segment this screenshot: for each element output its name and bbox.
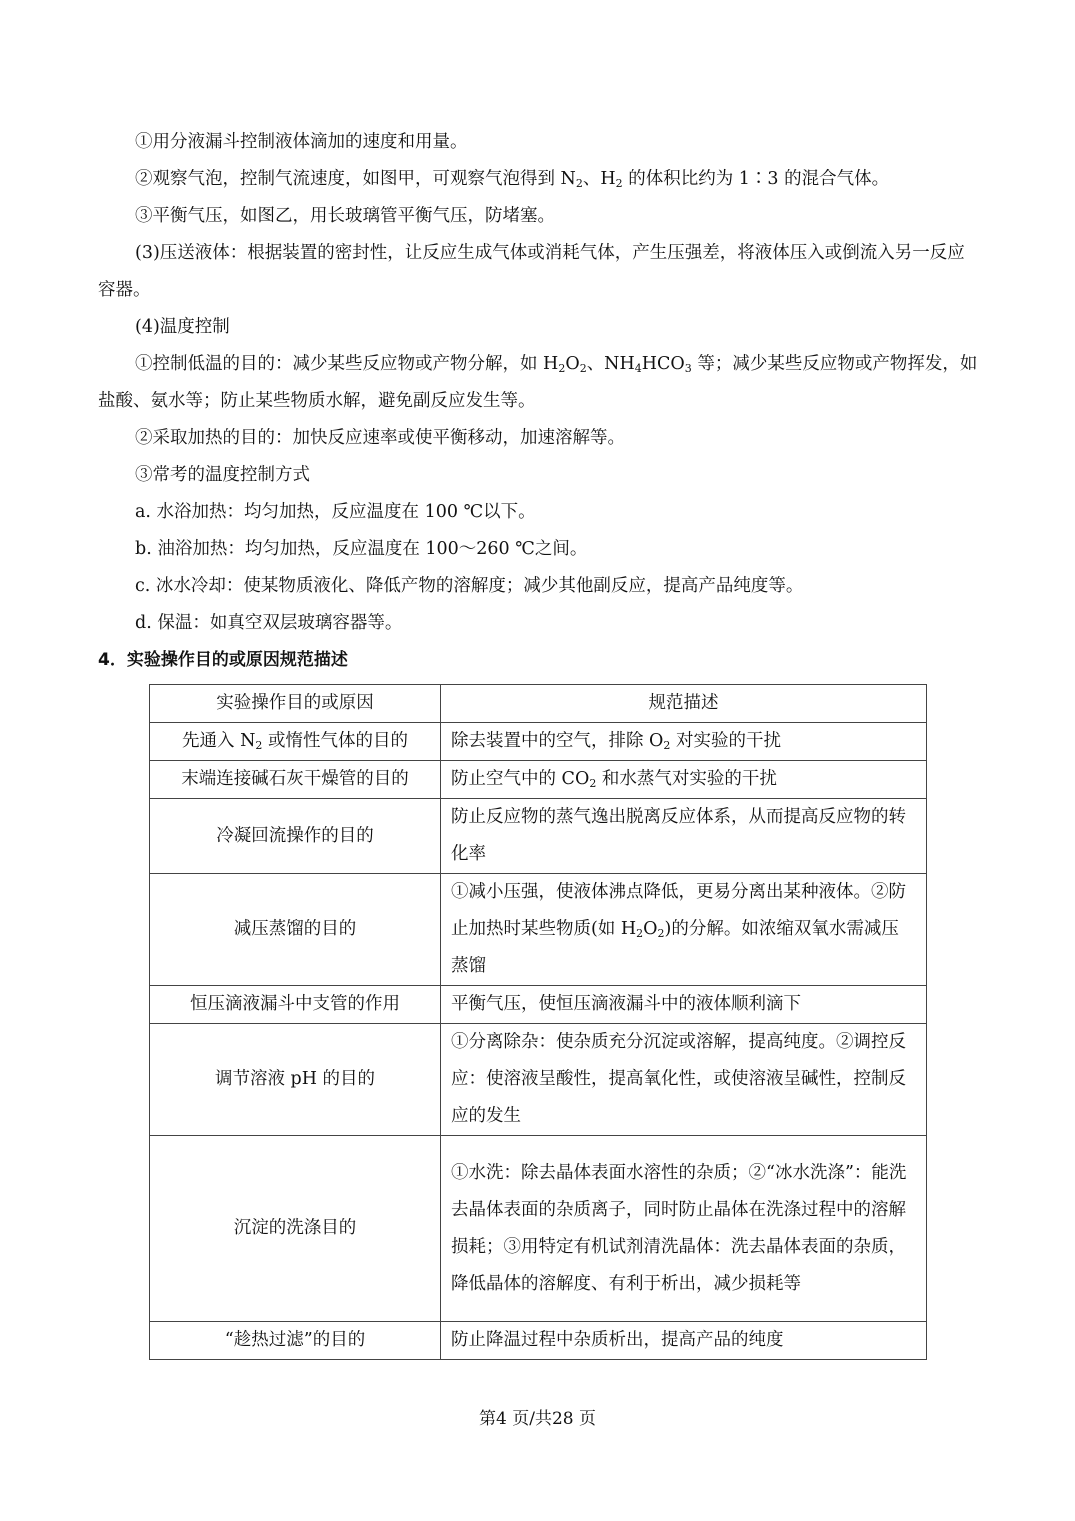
paragraph: ②采取加热的目的：加快反应速率或使平衡移动，加速溶解等。 xyxy=(135,428,625,448)
table-cell: 先通入 $N_2$ 或惰性气体的目的 xyxy=(150,723,441,761)
list-item: a. 水浴加热：均匀加热，反应温度在 100 ℃以下。 xyxy=(135,502,536,522)
table-row xyxy=(150,986,927,1024)
document-body xyxy=(98,124,982,679)
table-header-cell: 规范描述 xyxy=(441,685,927,723)
paragraph: ②观察气泡，控制气流速度，如图甲，可观察气泡得到 $N_2$、$H_2$ 的体积比约为 1∶3 的混合气体。 xyxy=(135,169,890,190)
table-cell: 减压蒸馏的目的 xyxy=(150,874,441,986)
paragraph: ①控制低温的目的：减少某些反应物或产物分解，如 $H_2O_2$、$NH_4HCO_3$ 等；减少某些反应物或产物挥发，如盐酸、氨水等；防止某些物质水解，避免副反应发生等。 xyxy=(98,354,978,411)
paragraph: ③常考的温度控制方式 xyxy=(135,465,310,485)
table-cell: 冷凝回流操作的目的 xyxy=(150,799,441,874)
table-cell: ①分离除杂：使杂质充分沉淀或溶解，提高纯度。②调控反应：使溶液呈酸性，提高氧化性，或使溶液呈碱性，控制反应的发生 xyxy=(441,1024,927,1136)
table-cell: 调节溶液 pH 的目的 xyxy=(150,1024,441,1136)
table-cell: 平衡气压，使恒压滴液漏斗中的液体顺利滴下 xyxy=(441,986,927,1024)
table-row xyxy=(150,1024,927,1136)
page-number: 第4 页/共28 页 xyxy=(479,1409,596,1429)
table-header-row xyxy=(150,685,927,723)
table-row xyxy=(150,723,927,761)
table-cell: 防止空气中的 $CO_2$ 和水蒸气对实验的干扰 xyxy=(441,761,927,799)
table-row xyxy=(150,874,927,986)
paragraph: (4)温度控制 xyxy=(135,317,230,337)
table-cell: “趁热过滤”的目的 xyxy=(150,1322,441,1360)
list-item: b. 油浴加热：均匀加热，反应温度在 100～260 ℃之间。 xyxy=(135,539,588,559)
section-heading: 4．实验操作目的或原因规范描述 xyxy=(98,650,348,670)
purpose-table xyxy=(149,684,927,1360)
table-row xyxy=(150,1136,927,1322)
table-cell: ①水洗：除去晶体表面水溶性的杂质；②“冰水洗涤”：能洗去晶体表面的杂质离子，同时防止晶体在洗涤过程中的溶解损耗；③用特定有机试剂清洗晶体：洗去晶体表面的杂质，降低晶体的溶解度、有利于析出，减少损耗等 xyxy=(441,1136,927,1322)
table-cell: 恒压滴液漏斗中支管的作用 xyxy=(150,986,441,1024)
table-cell: 沉淀的洗涤目的 xyxy=(150,1136,441,1322)
table-cell: ①减小压强，使液体沸点降低，更易分离出某种液体。②防止加热时某些物质(如 $H_2O_2$)的分解。如浓缩双氧水需减压蒸馏 xyxy=(441,874,927,986)
paragraph: ③平衡气压，如图乙，用长玻璃管平衡气压，防堵塞。 xyxy=(135,206,555,226)
table-cell: 防止反应物的蒸气逸出脱离反应体系，从而提高反应物的转化率 xyxy=(441,799,927,874)
list-item: c. 冰水冷却：使某物质液化、降低产物的溶解度；减少其他副反应，提高产品纯度等。 xyxy=(135,576,804,596)
paragraph: ①用分液漏斗控制液体滴加的速度和用量。 xyxy=(135,132,468,152)
table-row xyxy=(150,761,927,799)
table-cell: 末端连接碱石灰干燥管的目的 xyxy=(150,761,441,799)
paragraph: (3)压送液体：根据装置的密封性，让反应生成气体或消耗气体，产生压强差，将液体压入或倒流入另一反应容器。 xyxy=(98,243,965,300)
table-cell: 除去装置中的空气，排除 $O_2$ 对实验的干扰 xyxy=(441,723,927,761)
list-item: d. 保温：如真空双层玻璃容器等。 xyxy=(135,613,403,633)
table-header-cell: 实验操作目的或原因 xyxy=(150,685,441,723)
table-cell: 防止降温过程中杂质析出，提高产品的纯度 xyxy=(441,1322,927,1360)
table-row xyxy=(150,799,927,874)
table-row xyxy=(150,1322,927,1360)
